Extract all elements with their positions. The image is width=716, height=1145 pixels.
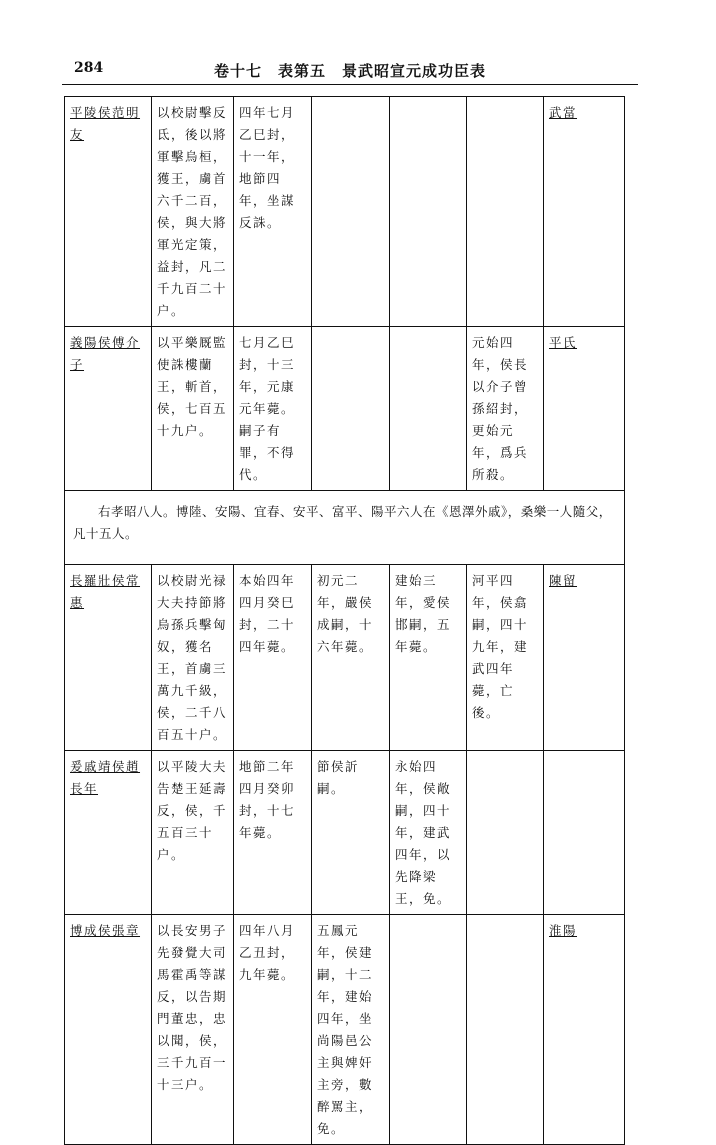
table-row [65, 751, 625, 915]
cell-first: 本始四年四月癸巳封，二十四年薨。 [234, 565, 312, 751]
cell-third: 建始三年，愛侯邯嗣，五年薨。 [390, 565, 467, 751]
header-rule [62, 84, 638, 85]
table-row [65, 97, 625, 327]
cell-second: 節侯訢嗣。 [312, 751, 390, 915]
cell-fourth [467, 751, 544, 915]
cell-merit: 以校尉光禄大夫持節將烏孫兵擊匈奴，獲名王，首虜三萬九千級，侯，二千八百五十户。 [152, 565, 234, 751]
cell-merit: 以長安男子先發覺大司馬霍禹等謀反，以告期門董忠，忠以聞，侯，三千九百一十三户。 [152, 915, 234, 1145]
cell-name: 義陽侯傅介子 [65, 327, 152, 491]
cell-first: 地節二年四月癸卯封，十七年薨。 [234, 751, 312, 915]
table-row [65, 915, 625, 1145]
cell-place: 平氏 [544, 327, 625, 491]
cell-merit: 以平陵大夫告楚王延壽反，侯，千五百三十户。 [152, 751, 234, 915]
page-number: 284 [74, 60, 104, 76]
cell-merit: 以校尉擊反氐，後以將軍擊烏桓，獲王，虜首六千二百，侯，與大將軍光定策，益封，凡二千九百二十户。 [152, 97, 234, 327]
page-title: 卷十七 表第五 景武昭宣元成功臣表 [213, 62, 486, 80]
cell-fourth: 河平四年，侯翕嗣，四十九年，建武四年薨，亡後。 [467, 565, 544, 751]
cell-place: 淮陽 [544, 915, 625, 1145]
cell-third [390, 327, 467, 491]
cell-second: 初元二年，嚴侯成嗣，十六年薨。 [312, 565, 390, 751]
cell-fourth [467, 97, 544, 327]
cell-first: 四年八月乙丑封，九年薨。 [234, 915, 312, 1145]
cell-fourth [467, 915, 544, 1145]
cell-name: 博成侯張章 [65, 915, 152, 1145]
merit-table [64, 96, 625, 1145]
cell-place [544, 751, 625, 915]
page-header [62, 60, 638, 84]
cell-merit: 以平樂厩監使誅樓蘭王，斬首，侯，七百五十九户。 [152, 327, 234, 491]
table-row [65, 327, 625, 491]
cell-name: 平陵侯范明友 [65, 97, 152, 327]
cell-first: 四年七月乙巳封，十一年，地節四年，坐謀反誅。 [234, 97, 312, 327]
cell-place: 陳留 [544, 565, 625, 751]
cell-second [312, 97, 390, 327]
note-row [65, 491, 625, 565]
section-note: 右孝昭八人。博陸、安陽、宜春、安平、富平、陽平六人在《恩澤外戚》，桑樂一人隨父，凡十五人。 [73, 504, 612, 541]
cell-third [390, 915, 467, 1145]
cell-place: 武當 [544, 97, 625, 327]
note-cell [65, 491, 625, 565]
cell-fourth: 元始四年，侯長以介子曾孫紹封，更始元年，爲兵所殺。 [467, 327, 544, 491]
cell-third: 永始四年，侯敞嗣，四十年，建武四年，以先降梁王，免。 [390, 751, 467, 915]
cell-third [390, 97, 467, 327]
table-row [65, 565, 625, 751]
cell-name: 爰戚靖侯趙長年 [65, 751, 152, 915]
cell-second [312, 327, 390, 491]
cell-name: 長羅壯侯常惠 [65, 565, 152, 751]
cell-second: 五鳳元年，侯建嗣，十二年，建始四年，坐尚陽邑公主與婢奸主旁，數醉罵主，免。 [312, 915, 390, 1145]
cell-first: 七月乙巳封，十三年，元康元年薨。嗣子有罪，不得代。 [234, 327, 312, 491]
